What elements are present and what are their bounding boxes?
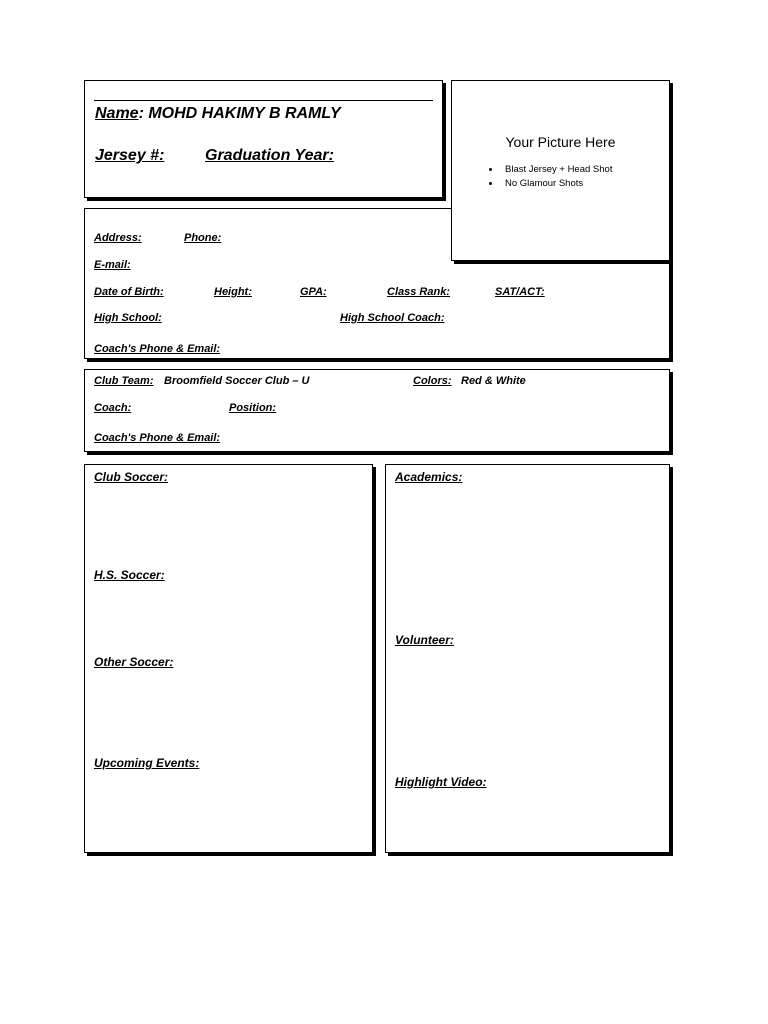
bullet-item: • No Glamour Shots [501, 177, 612, 191]
header-box [84, 80, 443, 198]
other-soccer-heading: Other Soccer: [94, 655, 174, 669]
name-label: Name [95, 105, 139, 122]
academics-box [385, 464, 670, 853]
highlight-video-heading: Highlight Video: [395, 775, 487, 789]
picture-title: Your Picture Here [505, 134, 616, 150]
colors-value: Red & White [461, 375, 526, 387]
hs-coach-label: High School Coach: [340, 312, 445, 324]
picture-box [451, 80, 670, 261]
phone-label: Phone: [184, 232, 222, 244]
name-field [95, 105, 341, 123]
bullet-item: • Blast Jersey + Head Shot [501, 163, 612, 177]
club-soccer-heading: Club Soccer: [94, 470, 169, 484]
jersey-label: Jersey #: [95, 147, 165, 164]
name-value: : MOHD HAKIMY B RAMLY [138, 105, 341, 122]
volunteer-heading: Volunteer: [395, 633, 454, 647]
academics-heading: Academics: [395, 470, 463, 484]
upcoming-events-heading: Upcoming Events: [94, 756, 200, 770]
email-label: E-mail: [94, 259, 131, 271]
coach-contact-label: Coach's Phone & Email: [94, 343, 221, 355]
hs-soccer-heading: H.S. Soccer: [94, 568, 165, 582]
high-school-label: High School: [94, 312, 162, 324]
gpa-label: GPA: [300, 286, 327, 298]
club-coach-contact-label: Coach's Phone & Email: [94, 432, 221, 444]
address-label: Address: [94, 232, 142, 244]
soccer-history-box [84, 464, 373, 853]
class-rank-label: Class Rank: [387, 286, 450, 298]
position-label: Position: [229, 402, 277, 414]
dob-label: Date of Birth: [94, 286, 164, 298]
club-team-label: Club Team: [94, 375, 154, 387]
colors-label: Colors: [413, 375, 452, 387]
picture-bullets [483, 163, 612, 191]
height-label: Height: [214, 286, 252, 298]
graduation-year-label: Graduation Year: [205, 147, 334, 164]
club-team-box [84, 369, 670, 452]
sat-act-label: SAT/ACT: [495, 286, 545, 298]
club-team-value: Broomfield Soccer Club – U [164, 375, 310, 387]
club-coach-label: Coach: [94, 402, 132, 414]
name-line [94, 100, 433, 101]
